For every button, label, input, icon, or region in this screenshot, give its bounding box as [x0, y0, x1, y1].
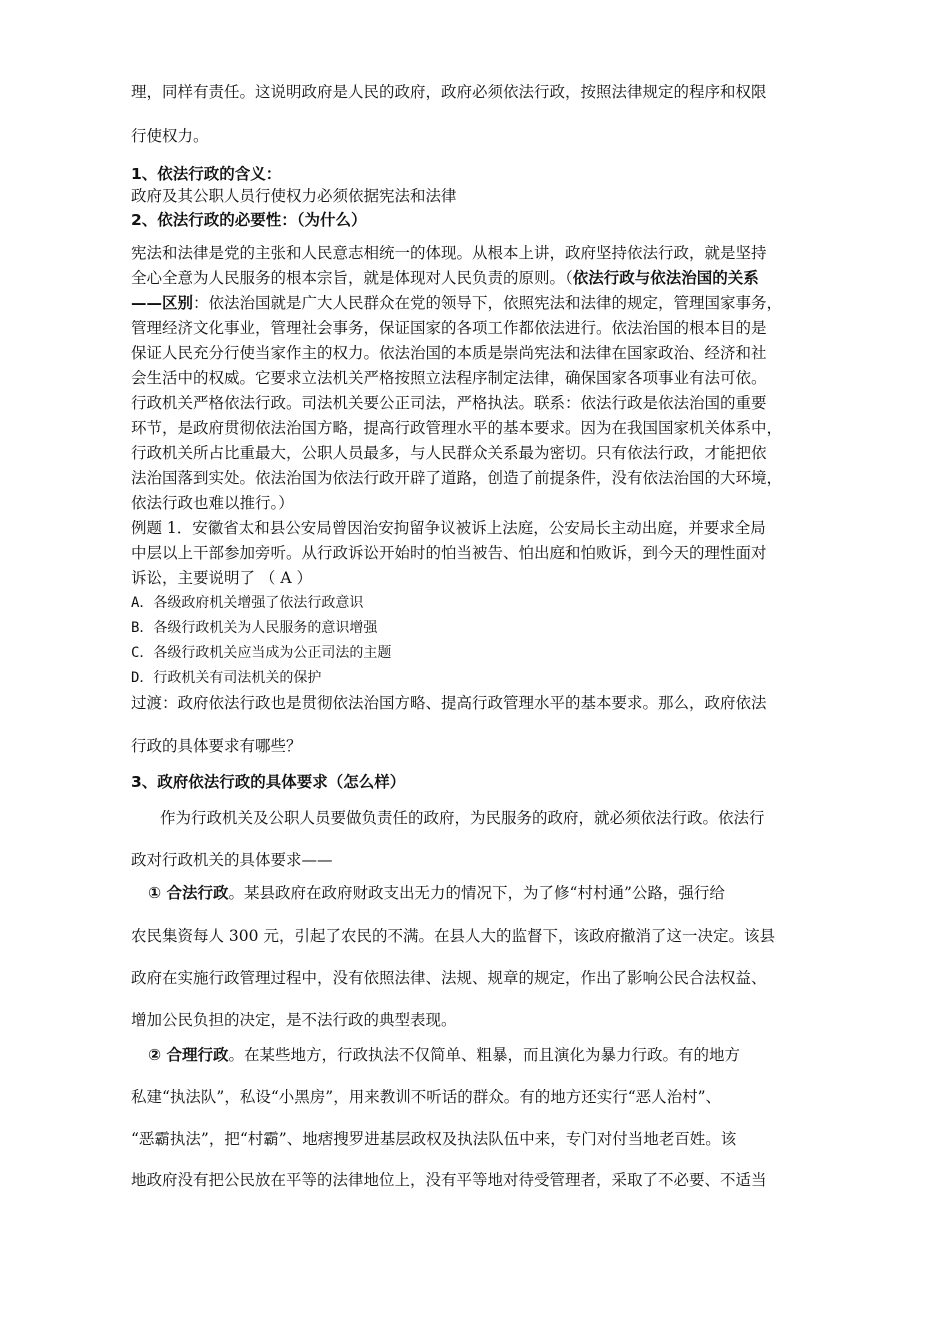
paragraph-line: 管理经济文化事业，管理社会事务，保证国家的各项工作都依法进行。依法治国的根本目的是 [131, 319, 767, 337]
item-label: ① 合法行政 [148, 884, 229, 902]
section-3-heading: 3、政府依法行政的具体要求（怎么样） [131, 773, 406, 791]
section-2-heading: 2、依法行政的必要性：（为什么） [131, 211, 367, 229]
text-span: ：依法治国就是广大人民群众在党的领导下，依照宪法和法律的规定，管理国家事务， [193, 294, 783, 312]
section-3-intro-line-2: 政对行政机关的具体要求—— [131, 851, 333, 869]
bold-term: ——区别 [131, 294, 194, 312]
paragraph-line: 增加公民负担的决定，是不法行政的典型表现。 [131, 1011, 457, 1029]
text-span: 。在某些地方，行政执法不仅简单、粗暴，而且演化为暴力行政。有的地方 [228, 1046, 741, 1064]
paragraph-line: 会生活中的权威。它要求立法机关严格按照立法程序制定法律，确保国家各项事业有法可依。 [131, 369, 767, 387]
paragraph-line [148, 883, 725, 903]
paragraph-line: 行政机关所占比重最大，公职人员最多，与人民群众关系最为密切。只有依法行政，才能把依 [131, 444, 767, 462]
paragraph-line: “恶霸执法”，把“村霸”、地痞搜罗进基层政权及执法队伍中来，专门对付当地老百姓。该 [131, 1130, 737, 1148]
paragraph-line: 法治国落到实处。依法治国为依法行政开辟了道路，创造了前提条件，没有依法治国的大环境， [131, 469, 783, 487]
transition-line-2: 行政的具体要求有哪些？ [131, 737, 302, 755]
question-line: 诉讼，主要说明了 （ A ） [131, 569, 312, 587]
paragraph-line [148, 1045, 740, 1065]
option-a: A．各级政府机关增强了依法行政意识 [131, 595, 364, 611]
intro-line-2: 行使权力。 [131, 127, 209, 145]
bold-term: 依法行政与依法治国的关系 [572, 269, 759, 287]
text-span: 。某县政府在政府财政支出无力的情况下，为了修“村村通”公路，强行给 [228, 884, 725, 902]
section-1-heading: 1、依法行政的含义： [131, 165, 282, 183]
section-3-intro-line-1: 作为行政机关及公职人员要做负责任的政府，为民服务的政府，就必须依法行政。依法行 [160, 809, 765, 827]
paragraph-line: 政府在实施行政管理过程中，没有依照法律、法规、规章的规定，作出了影响公民合法权益、 [131, 969, 767, 987]
transition-line-1: 过渡：政府依法行政也是贯彻依法治国方略、提高行政管理水平的基本要求。那么，政府依法 [131, 694, 767, 712]
intro-line-1: 理，同样有责任。这说明政府是人民的政府，政府必须依法行政，按照法律规定的程序和权限 [131, 83, 767, 101]
question-line: 例题 1．安徽省太和县公安局曾因治安拘留争议被诉上法庭，公安局长主动出庭，并要求全局 [131, 519, 766, 537]
paragraph-line [131, 268, 759, 288]
option-c: C．各级行政机关应当成为公正司法的主题 [131, 645, 392, 661]
section-1-text: 政府及其公职人员行使权力必须依据宪法和法律 [131, 187, 457, 205]
paragraph-line [131, 293, 782, 313]
option-d: D．行政机关有司法机关的保护 [131, 670, 322, 686]
paragraph-line: 行政机关严格依法行政。司法机关要公正司法，严格执法。联系：依法行政是依法治国的重要 [131, 394, 767, 412]
option-b: B．各级行政机关为人民服务的意识增强 [131, 620, 378, 636]
paragraph-line: 私建“执法队”，私设“小黑房”，用来教训不听话的群众。有的地方还实行“恶人治村”、 [131, 1088, 722, 1106]
item-label: ② 合理行政 [148, 1046, 229, 1064]
paragraph-line: 环节，是政府贯彻依法治国方略，提高行政管理水平的基本要求。因为在我国国家机关体系中， [131, 419, 783, 437]
question-line: 中层以上干部参加旁听。从行政诉讼开始时的怕当被告、怕出庭和怕败诉，到今天的理性面对 [131, 544, 767, 562]
paragraph-line: 农民集资每人 300 元，引起了农民的不满。在县人大的监督下，该政府撤消了这一决定。该县 [131, 927, 775, 945]
paragraph-line: 地政府没有把公民放在平等的法律地位上，没有平等地对待受管理者，采取了不必要、不适当 [131, 1171, 767, 1189]
paragraph-line: 宪法和法律是党的主张和人民意志相统一的体现。从根本上讲，政府坚持依法行政，就是坚持 [131, 244, 767, 262]
paragraph-line: 依法行政也难以推行。） [131, 494, 294, 512]
text-span: 全心全意为人民服务的根本宗旨，就是体现对人民负责的原则。（ [131, 269, 573, 287]
paragraph-line: 保证人民充分行使当家作主的权力。依法治国的本质是崇尚宪法和法律在国家政治、经济和社 [131, 344, 767, 362]
